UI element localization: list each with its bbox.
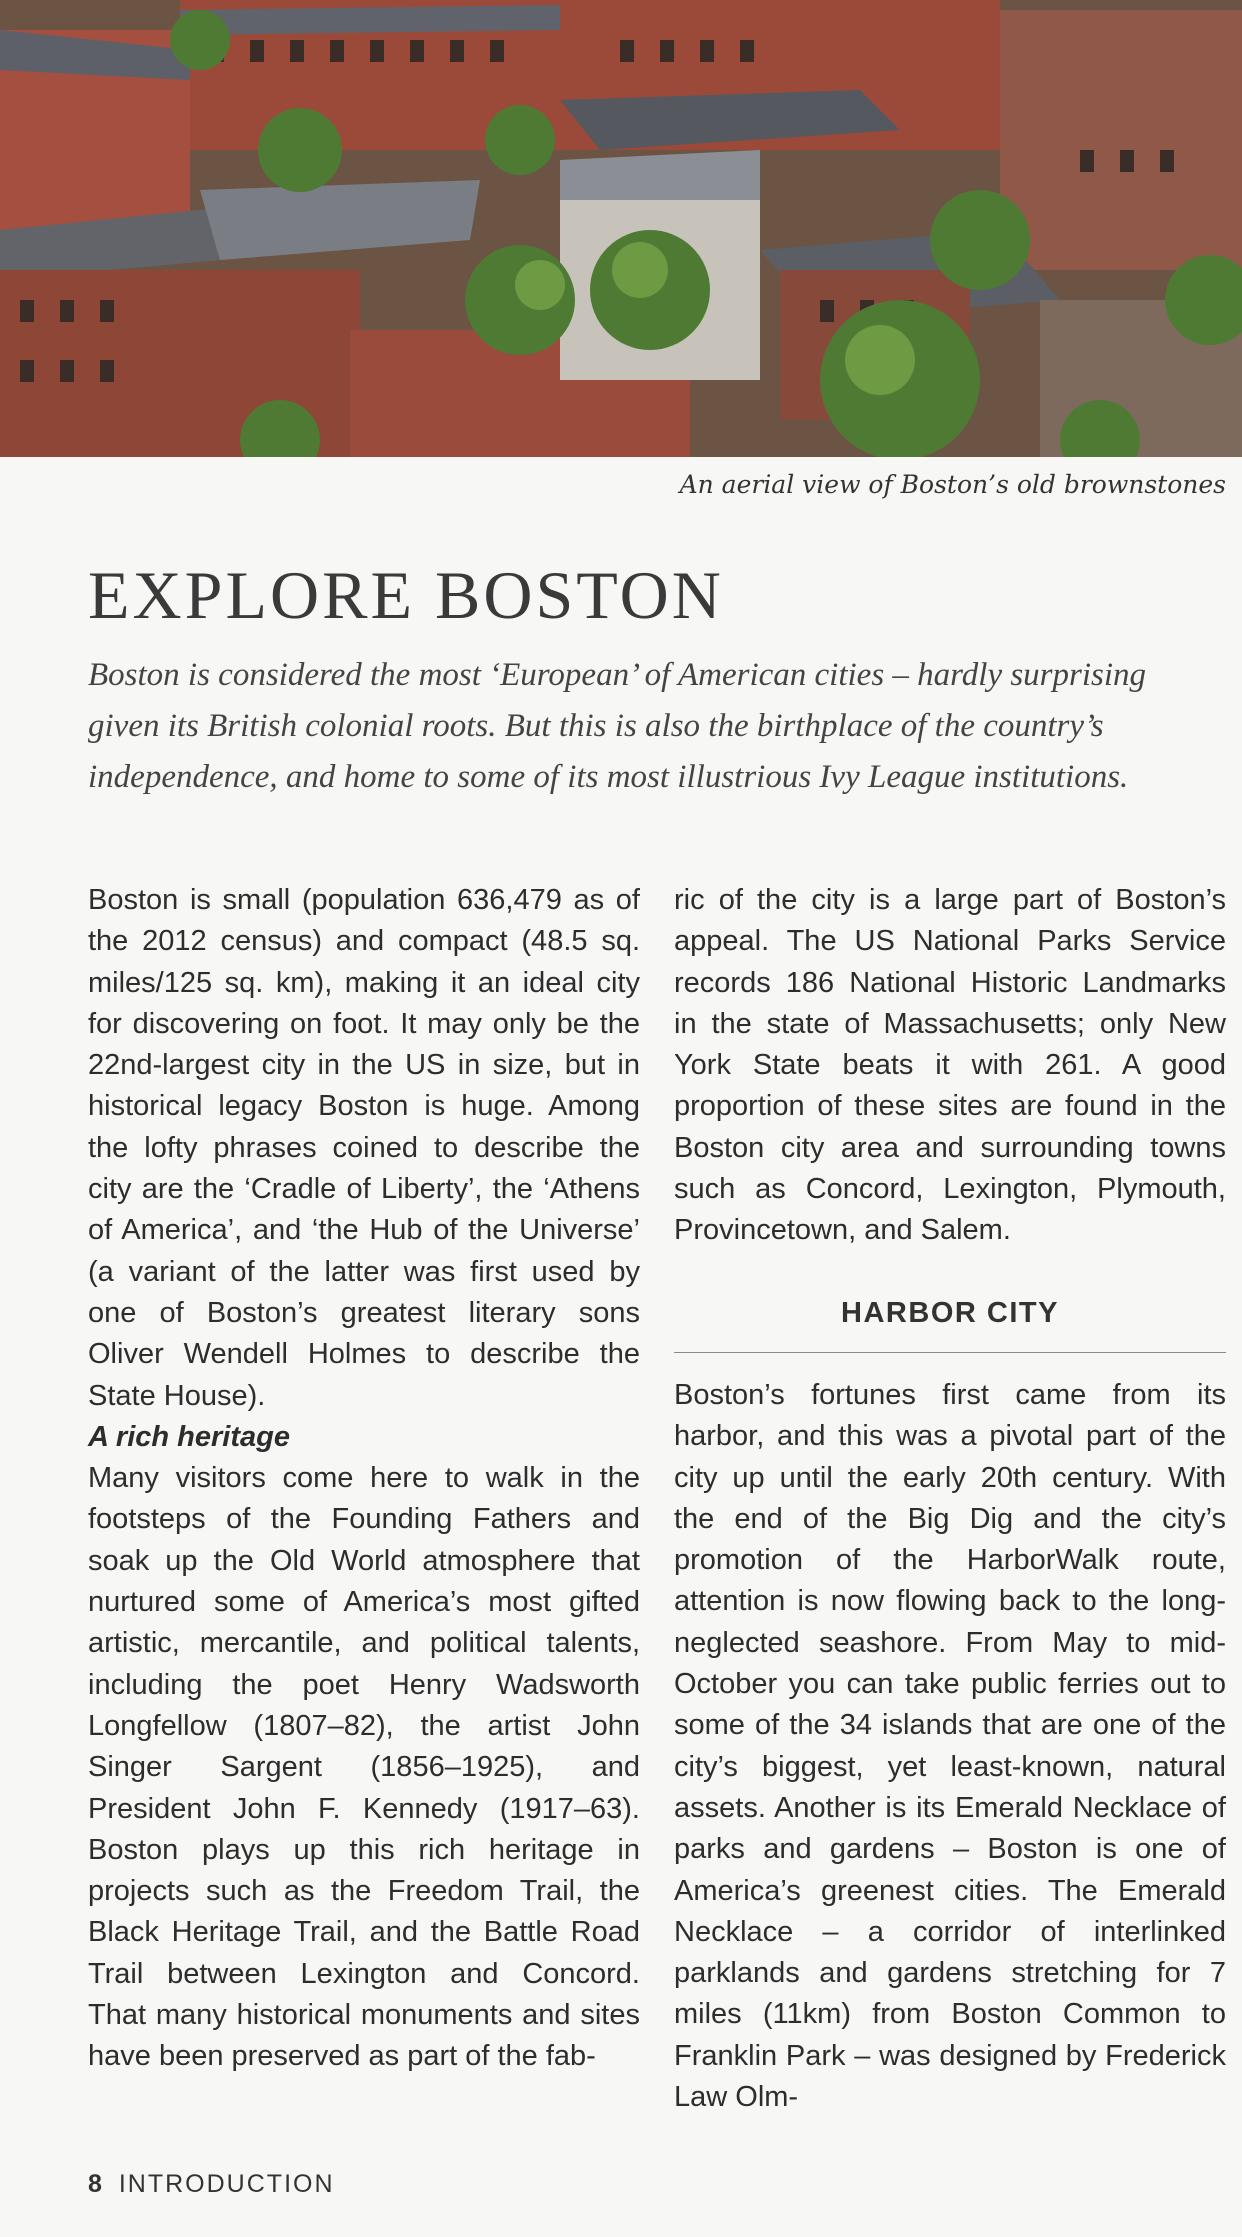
city-rooftops-photo — [0, 0, 1242, 457]
page-footer — [88, 2170, 335, 2199]
subheading: A rich heritage — [88, 1420, 290, 1453]
photo-caption: An aerial view of Boston’s old brownstones — [679, 470, 1226, 499]
photo-illustration — [0, 0, 1242, 457]
page-number: 8 — [88, 2170, 104, 2198]
page-title: EXPLORE BOSTON — [88, 557, 724, 633]
section-label: INTRODUCTION — [118, 2170, 335, 2198]
right-column — [674, 880, 1226, 2118]
body-paragraph: Boston’s fortunes first came from its harbor, and this was a pivotal part of the city up until the early 20th century. With the end of the Big Dig and the city’s promotion of the HarborWalk route, attention is now flowing back to the long-neglected seashore. From May to mid-October you can take public ferries out to some of the 34 islands that are one of the city’s biggest, yet least-known, natural assets. Another is its Emerald Necklace of parks and gardens – Boston is one of America’s greenest cities. The Emerald Necklace – a corridor of interlinked parklands and gardens stretching for 7 miles (11km) from Boston Common to Franklin Park – was designed by Frederick Law Olm- — [674, 1378, 1226, 2114]
intro-paragraph: Boston is considered the most ‘European’ of American cities – hardly surprising given its British colonial roots. But this is also the birthplace of the country’s independence, and home to some of its most illustrious Ivy League institutions. — [88, 657, 1147, 795]
body-paragraph: Boston is small (population 636,479 as of the 2012 census) and compact (48.5 sq. miles/125 sq. km), making it an ideal city for discovering on foot. It may only be the 22nd-largest city in the US in size, but in historical legacy Boston is huge. Among the lofty phrases coined to describe the city are the ‘Cradle of Liberty’, the ‘Athens of America’, and ‘the Hub of the Universe’ (a variant of the latter was first used by one of Boston’s greatest literary sons Oliver Wendell Holmes to describe the State House). — [88, 884, 640, 1412]
section-heading: HARBOR CITY — [674, 1293, 1226, 1353]
left-column — [88, 880, 640, 2078]
body-paragraph: Many visitors come here to walk in the footsteps of the Founding Fathers and soak up the Old World atmosphere that nurtured some of America’s most gifted artistic, mercantile, and political talents, including the poet Henry Wadsworth Longfellow (1807–82), the artist John Singer Sargent (1856–1925), and President John F. Kennedy (1917–63). Boston plays up this rich heritage in projects such as the Freedom Trail, the Black Heritage Trail, and the Battle Road Trail between Lexington and Concord. That many historical monuments and sites have been preserved as part of the fab- — [88, 1462, 640, 2073]
body-paragraph: ric of the city is a large part of Boston’s appeal. The US National Parks Service records 186 National Historic Landmarks in the state of Massachusetts; only New York State beats it with 261. A good proportion of these sites are found in the Boston city area and surrounding towns such as Concord, Lexington, Plymouth, Provincetown, and Salem. — [674, 884, 1226, 1247]
